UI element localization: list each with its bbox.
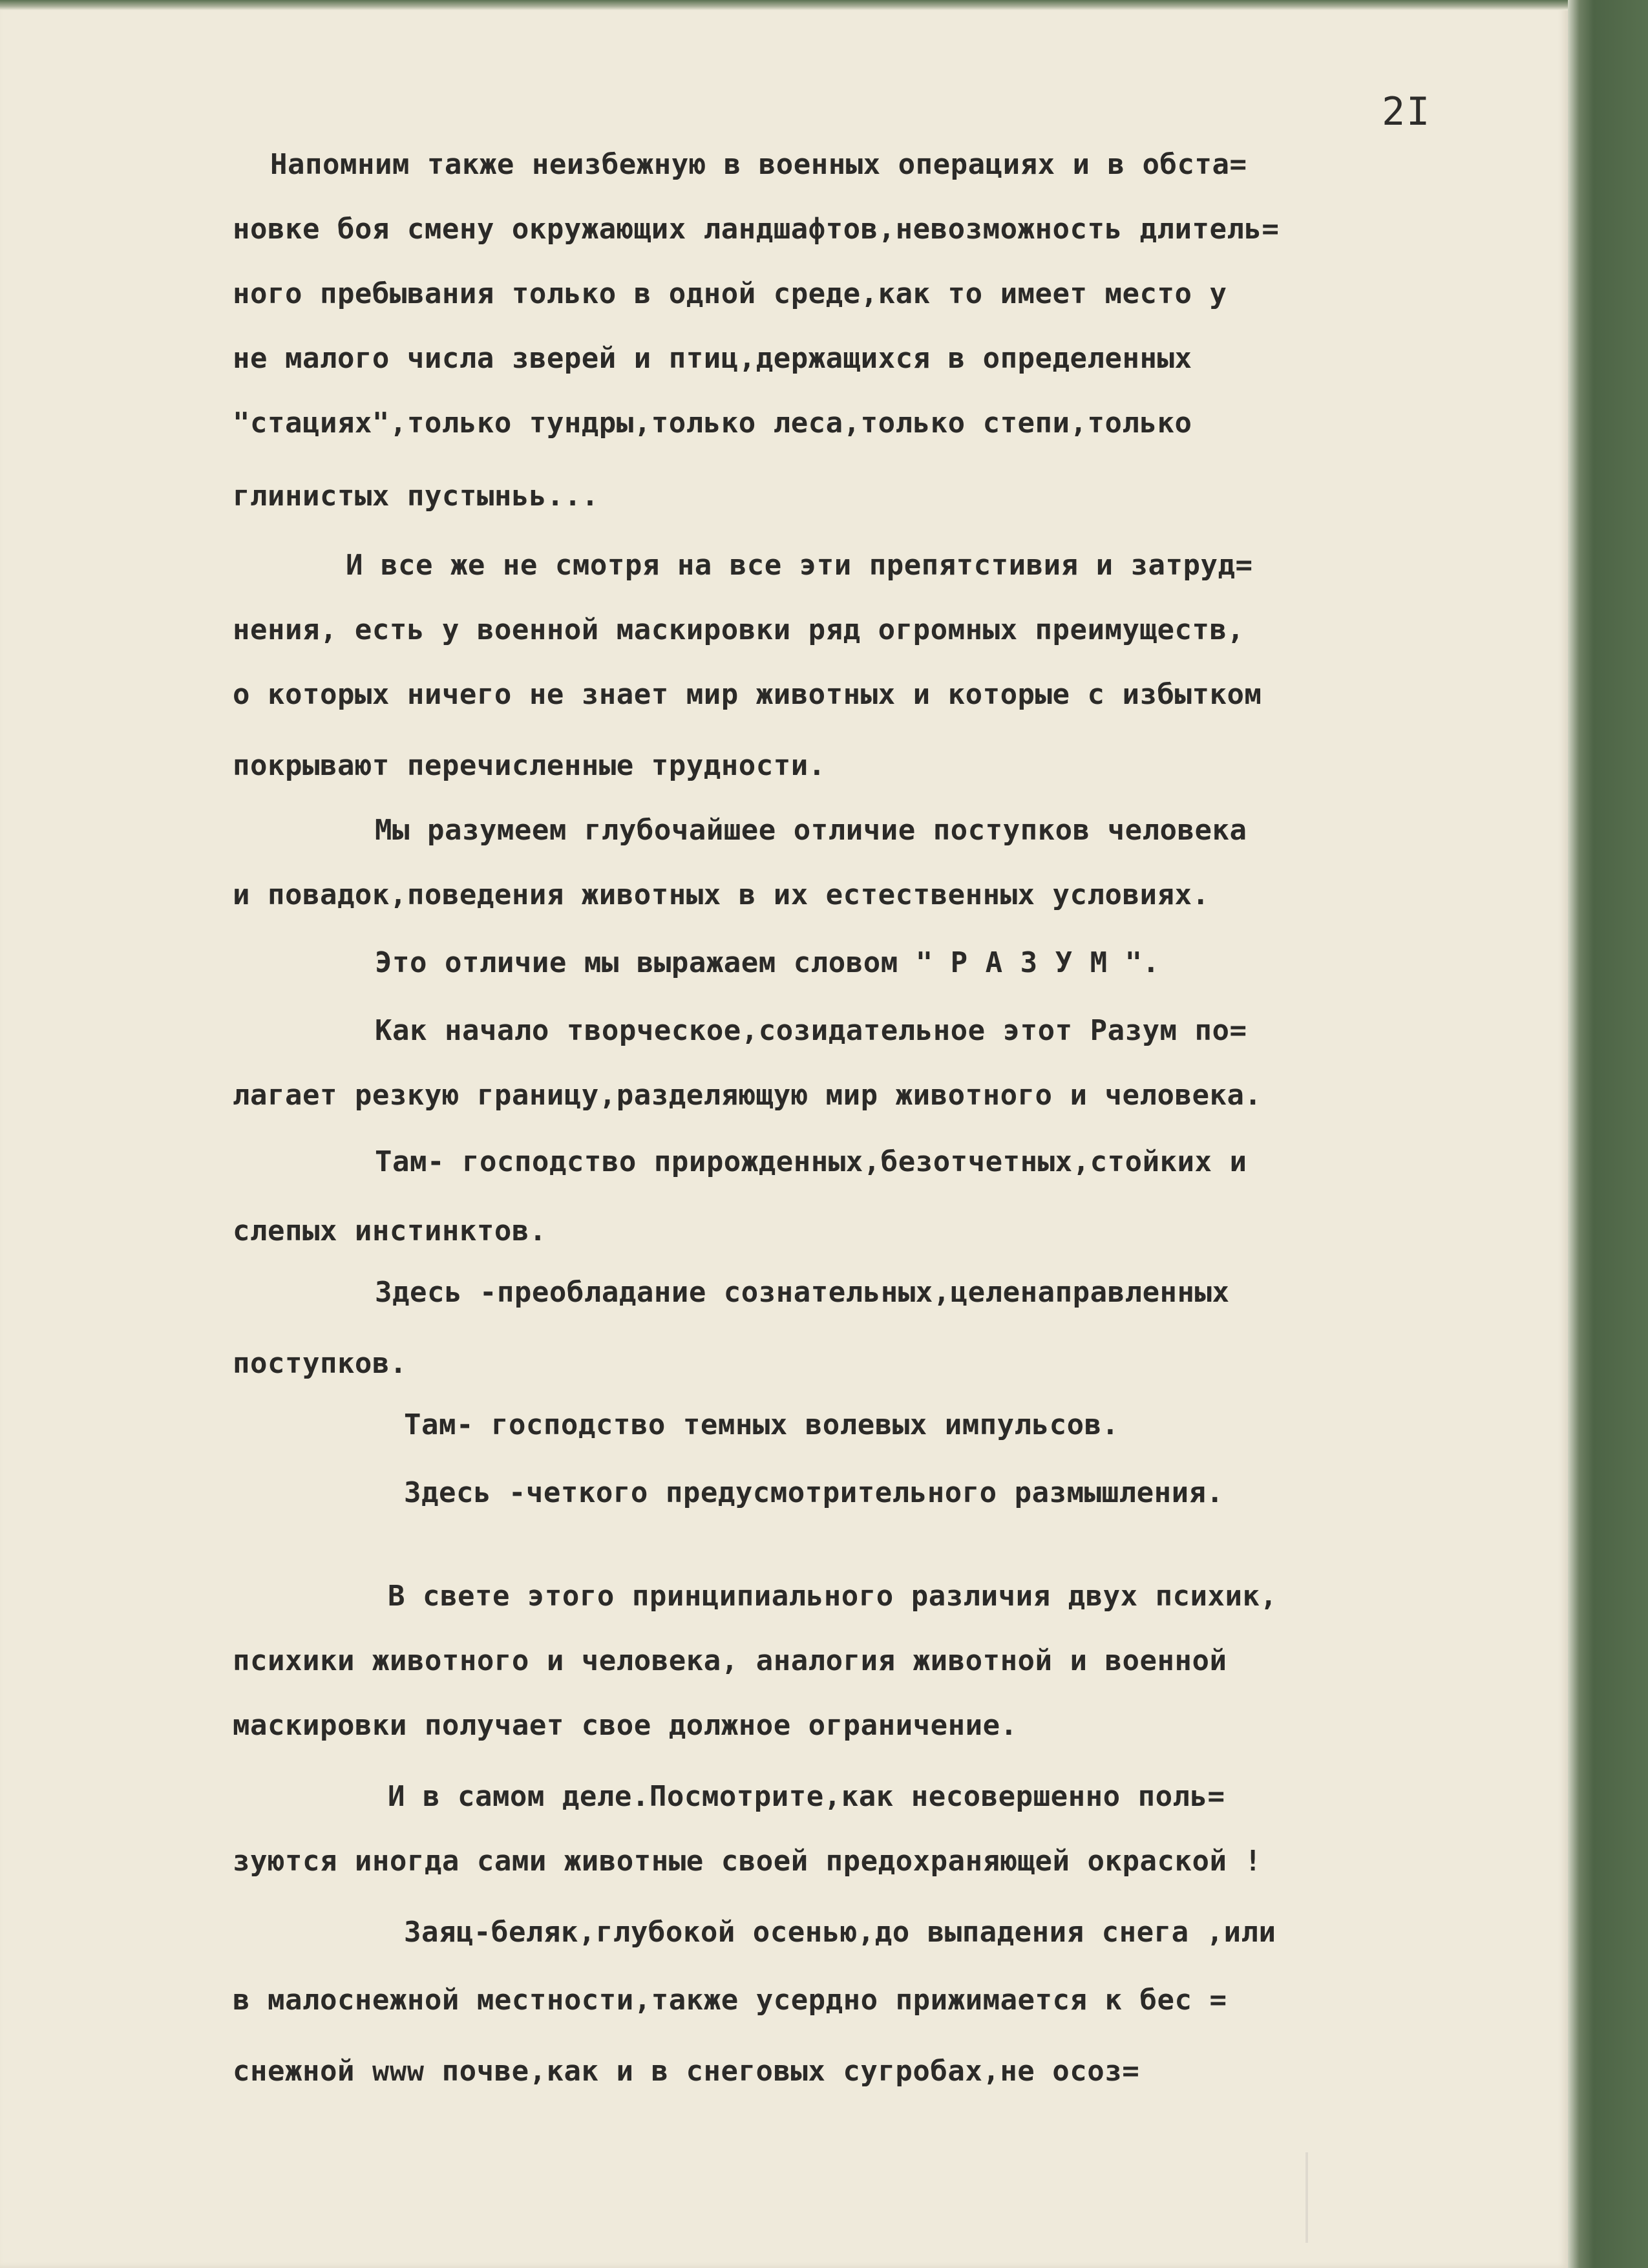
text-line-3: ного пребывания только в одной среде,как то имеет место у <box>233 277 1227 310</box>
text-line-5: "стациях",только тундры,только леса,только степи,только <box>233 407 1192 440</box>
text-line-13: Это отличие мы выражаем словом " Р А З У М ". <box>375 946 1160 979</box>
text-line-6: глинистых пустыньь... <box>233 480 599 513</box>
faint-bleed-through-mark <box>1305 2152 1502 2243</box>
text-line-17: слепых инстинктов. <box>233 1214 547 1247</box>
text-line-1: Напомним также неизбежную в военных операциях и в обста= <box>270 148 1247 181</box>
text-line-20: Там- господство темных волевых импульсов. <box>404 1408 1119 1441</box>
page-number: 2I <box>1382 89 1431 134</box>
text-line-19: поступков. <box>233 1347 407 1380</box>
text-line-9: о которых ничего не знает мир животных и которые с избытком <box>233 678 1262 711</box>
text-line-15: лагает резкую границу,разделяющую мир животного и человека. <box>233 1079 1262 1112</box>
text-line-24: маскировки получает свое должное ограничение. <box>233 1709 1018 1742</box>
text-line-23: психики животного и человека, аналогия животной и военной <box>233 1644 1227 1677</box>
text-line-25: И в самом деле.Посмотрите,как несовершенно поль= <box>388 1780 1225 1813</box>
text-line-10: покрывают перечисленные трудности. <box>233 749 826 782</box>
text-line-26: зуются иногда сами животные своей предохраняющей окраской ! <box>233 1845 1262 1878</box>
text-line-7: И все же не смотря на все эти препятстивия и затруд= <box>346 549 1253 582</box>
scan-right-edge <box>1568 0 1648 2268</box>
text-line-16: Там- господство прирожденных,безотчетных,стойких и <box>375 1145 1247 1178</box>
text-line-21: Здесь -четкого предусмотрительного размышления. <box>404 1476 1224 1509</box>
text-line-29: снежной ᴡᴡᴡ почве,как и в снеговых сугробах,не осоз= <box>233 2055 1140 2088</box>
scan-top-edge <box>0 0 1568 10</box>
text-line-4: не малого числа зверей и птиц,держащихся в определенных <box>233 342 1192 375</box>
text-line-14: Как начало творческое,созидательное этот Разум по= <box>375 1014 1247 1047</box>
text-line-12: и повадок,поведения животных в их естественных условиях. <box>233 878 1210 911</box>
text-line-2: новке боя смену окружающих ландшафтов,невозможность длитель= <box>233 213 1280 246</box>
text-line-18: Здесь -преобладание сознательных,целенаправленных <box>375 1276 1230 1309</box>
text-line-8: нения, есть у военной маскировки ряд огромных преимуществ, <box>233 613 1245 646</box>
text-line-22: В свете этого принципиального различия двух психик, <box>388 1580 1278 1613</box>
text-line-11: Мы разумеем глубочайшее отличие поступков человека <box>375 814 1247 847</box>
text-line-28: в малоснежной местности,также усердно прижимается к бес = <box>233 1984 1227 2017</box>
text-line-27: Заяц-беляк,глубокой осенью,до выпадения снега ,или <box>404 1916 1276 1949</box>
